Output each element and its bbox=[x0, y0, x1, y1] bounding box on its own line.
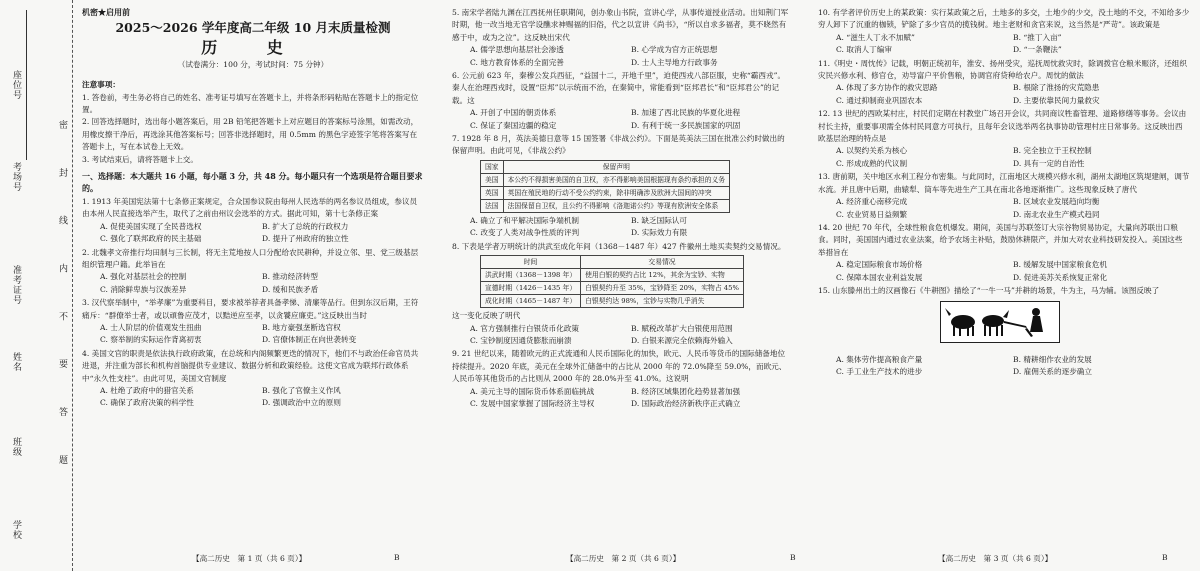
question-stem: 4. 美国文官的职责是依法执行政府政策，在总统和内阁频繁更迭的情况下，他们不与政治任命官员共进退，并注重为部长和机构首脑提供专业建议、数据分析和政策经验。这使文官成为联邦行政体系中“永久性支柱”。由此可见，美国文官制度 bbox=[82, 348, 419, 383]
confidential-mark: 机密★启用前 bbox=[82, 7, 130, 17]
question-6 bbox=[452, 70, 792, 132]
page-3-footer: 【高二历史 第 3 页（共 6 页）】 bbox=[938, 554, 1053, 563]
option: B. 加速了西北民族的华夏化进程 bbox=[631, 108, 741, 118]
reservation-table bbox=[480, 160, 730, 213]
question-stem: 10. 有学者评价历史上的某政策：实行某政策之后，土地多的多交，土地少的少交，没土地的不交，不知给多少穷人卸下了沉重的枷锁，铲除了多少官员的揽钱树。地主老财和贪官来说，这当然是“严苛”。该政策是 bbox=[818, 8, 1190, 30]
option: C. 保证了秦国边疆的稳定 bbox=[470, 120, 557, 130]
table-header: 保留声明 bbox=[503, 160, 730, 173]
question-2 bbox=[82, 247, 424, 297]
option: C. 保障本国农业利益发展 bbox=[836, 272, 923, 282]
table-row bbox=[481, 282, 744, 295]
ticket-number-label: 准考证号 bbox=[11, 265, 21, 305]
option: C. 宝钞制度因通货膨胀而崩溃 bbox=[470, 335, 572, 345]
question-7 bbox=[452, 133, 792, 240]
table-row bbox=[481, 173, 730, 186]
option: B. 缺乏国际认可 bbox=[631, 215, 687, 225]
table-cell: 成化时期（1465－1487 年） bbox=[481, 295, 581, 308]
option: D. 有利于统一多民族国家的巩固 bbox=[631, 120, 741, 130]
question-stem: 9. 21 世纪以来，随着欧元的正式流通和人民币国际化的加快，欧元、人民币等货币的国际储备地位持续提升。2020 年底，美元在全球外汇储备中的占比从 2000 年的 72.0%降至 59.0%，而欧元、人民币等其他货币的占比则从 2000 年的 28.0%升至 41.0%。这说明 bbox=[452, 349, 787, 384]
question-stem: 3. 汉代察举制中，“举孝廉”为重要科目，要求被举荐者具备孝悌、清廉等品行。但到东汉后期，王符痛斥：“群僚举士者，或以頑鲁应茂才，以黠逆应至孝，以贪饕应廉吏。”这反映出当时 bbox=[82, 298, 419, 320]
page-3-column bbox=[818, 6, 1190, 551]
option: B. 完全独立于王权控制 bbox=[1013, 146, 1092, 156]
option: B. 缓解发展中国家粮食危机 bbox=[1013, 260, 1107, 270]
question-stem: 13. 唐前期，关中地区水利工程分布密集。与此同时，江南地区大规模兴修水利，湖州太湖地区筑堤建闸，调节水流。并且唐中后期，曲辕犁、筒车等先进生产工具在南北各地逐渐推广。这些现象反映了唐代 bbox=[818, 172, 1190, 194]
name-label: 姓名 bbox=[11, 352, 21, 372]
option: C. 地方教育体系的全面完善 bbox=[470, 57, 564, 67]
option: A. 确立了和平解决国际争端机制 bbox=[470, 215, 580, 225]
table-row bbox=[481, 295, 744, 308]
option: A. 杜绝了政府中的猎官关系 bbox=[100, 385, 194, 395]
table-cell: 宣德时期（1426－1435 年） bbox=[481, 282, 581, 295]
question-3 bbox=[82, 297, 424, 347]
option: C. 形成成熟的代议制 bbox=[836, 158, 908, 168]
option: A. 集体劳作提高粮食产量 bbox=[836, 354, 923, 364]
table-cell: 白银契约升至 35%，宝钞降至 20%，实物占 45% bbox=[581, 282, 744, 295]
option: C. 农业贸易日益频繁 bbox=[836, 209, 908, 219]
question-5 bbox=[452, 7, 792, 69]
option: C. 发展中国家掌握了国际经济主导权 bbox=[470, 398, 595, 408]
table-cell: 使用白银的契约占比 12%，其余为宝钞、实物 bbox=[581, 269, 744, 282]
option: B. 经济区域集团化趋势显著加强 bbox=[631, 386, 741, 396]
option: A. 稳定国际粮食市场价格 bbox=[836, 260, 923, 270]
contract-table bbox=[480, 255, 744, 308]
table-cell: 英国在殖民地的行动不受公约约束，除非明确涉及欧洲大国间的冲突 bbox=[503, 186, 730, 199]
option: B. 强化了官僚主义作风 bbox=[262, 385, 341, 395]
table-header: 交易情况 bbox=[581, 256, 744, 269]
question-stem: 2. 北魏孝文帝推行均田制与三长制，将无主荒地按人口分配给农民耕种，并设立邻、里、党三级基层组织管理户籍。此举旨在 bbox=[82, 247, 419, 269]
question-stem: 8. 下表是学者万明统计的洪武至成化年间（1368－1487 年）427 件徽州土地买卖契约交易情况。 bbox=[452, 241, 786, 251]
option: C. 强化了联邦政府的民主基础 bbox=[100, 234, 202, 244]
table-cell: 本公约不得损害美国的自卫权，亦不得影响美国根据现有条约承担的义务 bbox=[503, 173, 730, 186]
question-stem: 11.《明史・周忱传》记载，明朝正统初年，淮安、扬州受灾，巡抚周忱救灾时，除调拨官仓粮米赈济，还组织灾民兴修水利、修官仓，劝导富户平价售粮，协调官府贷种给农户。周忱的做法 bbox=[818, 58, 1187, 81]
option: D. 官僚体制正在向世袭转变 bbox=[262, 335, 357, 345]
question-stem: 7. 1928 年 8 月，英法美德日意等 15 国签署《非战公约》。下面是英美法三国在批准公约时做出的保留声明。由此可见，《非战公约》 bbox=[452, 134, 785, 156]
note-item: 2. 回答选择题时，选出每小题答案后，用 2B 铅笔把答题卡上对应题目的答案标号涂黑，如需改动，用橡皮擦干净后，再选涂其他答案标号；回答非选择题时，用 0.5mm 的黑色字迹签字笔将答案写在答题卡上，写在本试卷上无效。 bbox=[82, 117, 419, 152]
question-1 bbox=[82, 196, 424, 246]
question-13 bbox=[818, 171, 1190, 221]
option: A. 以契约关系为核心 bbox=[836, 146, 908, 156]
table-header: 时间 bbox=[481, 256, 581, 269]
option: A. 开创了中国的朝贡体系 bbox=[470, 108, 557, 118]
option: B. 区域农业发展趋向均衡 bbox=[1013, 197, 1100, 207]
question-14 bbox=[818, 222, 1190, 284]
page-2-footer: 【高二历史 第 2 页（共 6 页）】 bbox=[566, 554, 681, 563]
table-cell: 美国 bbox=[481, 173, 504, 186]
option: D. 南北农业生产模式趋同 bbox=[1013, 209, 1100, 219]
table-row bbox=[481, 269, 744, 282]
option: A. 美元主导的国际货币体系面临挑战 bbox=[470, 386, 595, 396]
binding-strip bbox=[0, 0, 73, 571]
exam-room-label: 考场号 bbox=[11, 162, 21, 192]
question-stem: 14. 20 世纪 70 年代，全球性粮食危机爆发。期间，美国与苏联签订大宗谷物贸易协定，大量向苏联出口粮食。同时，美国国内通过农业法案，给予农场主补贴，鼓励休耕限产，并加大对农业科技研发投入。美国这些举措旨在 bbox=[818, 222, 1183, 257]
note-item: 1. 答卷前，考生务必将自己的姓名、准考证号填写在答题卡上，并将条形码粘贴在答题卡上的指定位置。 bbox=[82, 92, 419, 115]
class-label: 班级 bbox=[11, 437, 21, 457]
option: B. “推丁入亩” bbox=[1013, 32, 1062, 42]
subject-title: 历 史 bbox=[201, 38, 305, 58]
question-stem: 5. 南宋学者陆九渊在江西抚州任职期间，创办象山书院，宣讲心学，从事传道授业活动。出知荆门军时期，他一改当地无官学设醮求神赐福的旧俗，代之以宣讲《尚书》，“所以自求多福者，莫不晓然有感于中，或为之泣”。这反映出宋代 bbox=[452, 8, 789, 42]
table-cell: 法国 bbox=[481, 199, 504, 212]
option: C. 确保了政府决策的科学性 bbox=[100, 398, 194, 408]
option: C. 察举制的实际运作背离初衷 bbox=[100, 335, 202, 345]
option: C. 消除鲜卑族与汉族差异 bbox=[100, 284, 187, 294]
option: C. 改变了人类对战争性质的评判 bbox=[470, 228, 580, 238]
question-8 bbox=[452, 241, 792, 348]
seat-number-label: 座位号 bbox=[11, 70, 21, 100]
exam-meta: （试卷满分：100 分，考试时间：75 分钟） bbox=[177, 59, 329, 69]
question-stem: 1. 1913 年美国宪法第十七条修正案规定，合众国参议院由每州人民选举的两名参议员组成，参议员由本州人民直接选举产生，取代了之前由州议会选举的方式。据此可知，第十七条修正案 bbox=[82, 196, 418, 219]
option: A. 体现了多方协作的救灾思路 bbox=[836, 83, 938, 93]
question-4 bbox=[82, 348, 424, 410]
table-cell: 洪武时期（1368－1398 年） bbox=[481, 269, 581, 282]
section-heading: 一、选择题：本大题共 16 小题，每小题 3 分，共 48 分。每小题只有一个选项是符合题目要求的。 bbox=[82, 171, 423, 194]
question-stem: 12. 13 世纪的西欧某村庄，村民们定期在村教堂广场召开会议，共同商议牲畜管理、道路修缮等事务。会议由村长主持，重要事项需全体村民同意方可执行，且每年会议选举两名执事协助管理村庄日常事务。这反映出西欧基层治理的特点是 bbox=[818, 109, 1187, 144]
option: D. 主要依靠民间力量救灾 bbox=[1013, 95, 1100, 105]
option: B. 根除了淮扬的灾荒隐患 bbox=[1013, 83, 1100, 93]
question-stem: 15. 山东滕州出土的汉画像石《牛耕图》描绘了“一牛一马”并耕的场景，牛为主，马为辅。该图反映了 bbox=[818, 285, 1160, 295]
option: D. “一条鞭法” bbox=[1013, 45, 1062, 55]
option: B. 扩大了总统的行政权力 bbox=[262, 221, 349, 231]
page-1-version: B bbox=[394, 553, 400, 562]
table-cell: 英国 bbox=[481, 186, 504, 199]
option: A. 士人阶层的价值观发生扭曲 bbox=[100, 322, 202, 332]
exam-title: 2025～2026 学年度高二年级 10 月末质量检测 bbox=[115, 20, 391, 36]
table-cell: 白银契约达 98%，宝钞与实物几乎消失 bbox=[581, 295, 744, 308]
option: D. 缓和民族矛盾 bbox=[262, 284, 319, 294]
option: D. 国际政治经济新秩序正式确立 bbox=[631, 398, 741, 408]
school-label: 学校 bbox=[11, 520, 21, 540]
option: A. 官方强制推行白银货币化政策 bbox=[470, 323, 580, 333]
option: A. “滋生人丁永不加赋” bbox=[836, 32, 915, 42]
option: B. 心学成为官方正统思想 bbox=[631, 45, 718, 55]
option: D. 促进美苏关系恢复正常化 bbox=[1013, 272, 1108, 282]
option: B. 推动经济转型 bbox=[262, 272, 318, 282]
option: A. 强化对基层社会的控制 bbox=[100, 272, 187, 282]
option: B. 赋税改革扩大白银使用范围 bbox=[631, 323, 733, 333]
table-cell: 法国保留自卫权，且公约不得影响《洛迦诺公约》等现有欧洲安全体系 bbox=[503, 199, 730, 212]
ox-plough-relief-image bbox=[940, 301, 1060, 343]
question-9 bbox=[452, 348, 792, 410]
option: D. 士人主导地方行政事务 bbox=[631, 57, 718, 67]
option: D. 实际效力有限 bbox=[631, 228, 688, 238]
table-header: 国家 bbox=[481, 160, 504, 173]
table-row bbox=[481, 186, 730, 199]
option: D. 白银来源完全依赖海外输入 bbox=[631, 335, 733, 345]
question-10 bbox=[818, 7, 1190, 57]
option: A. 促使美国实现了全民普选权 bbox=[100, 221, 202, 231]
page-3-version: B bbox=[1162, 553, 1168, 562]
page-1-column bbox=[82, 6, 424, 551]
option: A. 经济重心南移完成 bbox=[836, 197, 908, 207]
note-item: 3. 考试结束后，请将答题卡上交。 bbox=[82, 154, 198, 164]
seal-line-text: 密 封 线 内 不 要 答 题 bbox=[57, 120, 67, 483]
option: C. 手工业生产技术的进步 bbox=[836, 367, 923, 377]
page-1-footer: 【高二历史 第 1 页（共 6 页）】 bbox=[192, 554, 307, 563]
table-row bbox=[481, 199, 730, 212]
strip-line bbox=[26, 10, 27, 160]
notes-heading: 注意事项： bbox=[82, 80, 120, 90]
page-2-version: B bbox=[790, 553, 796, 562]
page-2-column bbox=[452, 6, 792, 551]
question-11 bbox=[818, 58, 1190, 108]
option: D. 具有一定的自治性 bbox=[1013, 158, 1085, 168]
question-15 bbox=[818, 285, 1190, 379]
option: C. 通过抑制商业巩固农本 bbox=[836, 95, 923, 105]
option: B. 地方豪强垄断选官权 bbox=[262, 322, 341, 332]
option: C. 取消人丁编审 bbox=[836, 45, 892, 55]
option: D. 雇佣关系的逐步确立 bbox=[1013, 367, 1092, 377]
question-tail: 这一变化反映了明代 bbox=[452, 311, 521, 321]
option: A. 儒学思想向基层社会渗透 bbox=[470, 45, 564, 55]
option: B. 精耕细作农业的发展 bbox=[1013, 354, 1092, 364]
option: D. 强调政治中立的原则 bbox=[262, 398, 341, 408]
question-stem: 6. 公元前 623 年，秦穆公发兵西征，“益国十二，开地千里”，迫使西戎八部臣服，史称“霸西戎”。秦人在治理西戎时，设置“臣邦”以示统而不治，在秦简中，常能看到“臣邦君长”和“臣邦君公”的记载。这 bbox=[452, 71, 786, 105]
option: D. 提升了州政府的独立性 bbox=[262, 234, 349, 244]
question-12 bbox=[818, 108, 1190, 170]
